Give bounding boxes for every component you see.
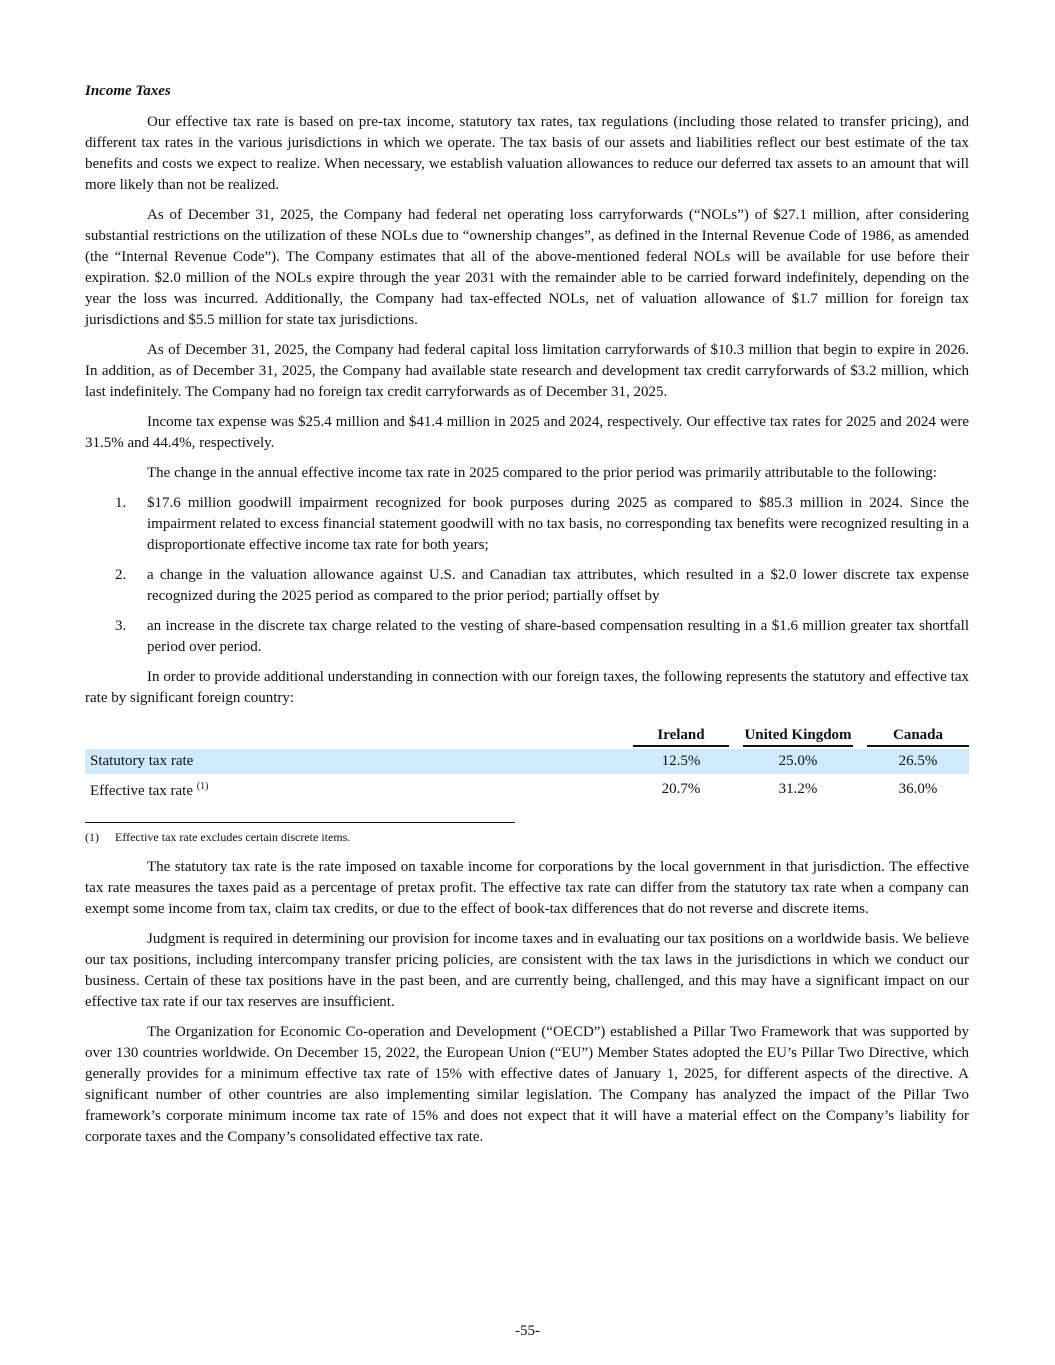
table-row: [85, 774, 969, 804]
column-header-canada: Canada: [867, 727, 969, 749]
paragraph-judgment: Judgment is required in determining our provision for income taxes and in evaluating our tax positions on a worldwide basis. We believe our tax positions, including intercompany transfer pricing policies, are consistent with the tax laws in the jurisdictions in which we conduct our business. Certain of these tax positions have in the past been, and are currently being, challenged, and this may have a significant impact on our effective tax rate if our tax reserves are insufficient.: [85, 931, 969, 1010]
cell-value: 36.0%: [898, 780, 938, 797]
list-item-number: 2.: [115, 567, 127, 583]
paragraph-pillar-two: The Organization for Economic Co-operation and Development (“OECD”) established a Pillar Two Framework that was supported by over 130 countries worldwide. On December 15, 2022, the European Union (“EU”) Member States adopted the EU’s Pillar Two Directive, which generally provides for a minimum effective tax rate of 15% with effective dates of January 1, 2025, for different aspects of the directive. A significant number of other countries are also implementing similar legislation. The Company has analyzed the impact of the Pillar Two framework’s corporate minimum income tax rate of 15% and does not expect that it will have a material effect on the Company’s liability for corporate taxes and the Company’s consolidated effective tax rate.: [85, 1024, 969, 1145]
list-item: [85, 493, 969, 556]
paragraph-income-tax-expense: Income tax expense was $25.4 million and $41.4 million in 2025 and 2024, respectively. Our effective tax rates for 2025 and 2024 were 31.5% and 44.4%, respectively.: [85, 414, 969, 451]
row-label-statutory: Statutory tax rate: [85, 749, 633, 774]
paragraph-statutory-definition: The statutory tax rate is the rate imposed on taxable income for corporations by the local government in that jurisdiction. The effective tax rate measures the taxes paid as a percentage of pretax profit. The effective tax rate can differ from the statutory tax rate when a company can exempt some income from tax, claim tax credits, or due to the effect of book-tax differences that do not reverse and discrete items.: [85, 859, 969, 917]
list-item: [85, 565, 969, 607]
table-row: [85, 749, 969, 774]
cell-value: 12.5%: [633, 749, 729, 774]
cell-value: 25.0%: [743, 749, 853, 774]
paragraph-nol-carryforwards: As of December 31, 2025, the Company had federal net operating loss carryforwards (“NOLs”) of $27.1 million, after considering substantial restrictions on the utilization of these NOLs due to “ownership changes”, as defined in the Internal Revenue Code of 1986, as amended (the “Internal Revenue Code”). The Company estimates that all of the above-mentioned federal NOLs will be available for use before their expiration. $2.0 million of the NOLs expire through the year 2031 with the remainder able to be carried forward indefinitely, depending on the year the loss was incurred. Additionally, the Company had tax-effected NOLs, net of valuation allowance of $1.7 million for foreign tax jurisdictions and $5.5 million for state tax jurisdictions.: [85, 207, 969, 328]
list-item-number: 1.: [115, 495, 127, 511]
list-item: [85, 616, 969, 658]
row-label-effective: Effective tax rate $^{(1)}$: [90, 781, 209, 799]
attribution-list: [85, 493, 969, 658]
foreign-tax-rate-table: [85, 727, 969, 804]
list-item-text: a change in the valuation allowance against U.S. and Canadian tax attributes, which resulted in a $2.0 lower discrete tax expense recognized during the 2025 period as compared to the prior period; partially offset by: [147, 567, 969, 604]
list-item-text: an increase in the discrete tax charge related to the vesting of share-based compensation resulting in a $1.6 million greater tax shortfall period over period.: [147, 618, 969, 655]
list-item-text: $17.6 million goodwill impairment recognized for book purposes during 2025 as compared to $85.3 million in 2024. Since the impairment related to excess financial statement goodwill with no tax basis, no corresponding tax benefits were recognized resulting in a disproportionate effective income tax rate for both years;: [147, 495, 969, 553]
table-header-blank: [85, 727, 633, 749]
footnote: [85, 829, 969, 845]
cell-value: 26.5%: [867, 749, 969, 774]
section-heading: Income Taxes: [85, 83, 171, 99]
paragraph-effective-tax-basis: Our effective tax rate is based on pre-tax income, statutory tax rates, tax regulations (including those related to transfer pricing), and different tax rates in the various jurisdictions in which we operate. The tax basis of our assets and liabilities reflect our best estimate of the tax benefits and costs we expect to realize. When necessary, we establish valuation allowances to reduce our deferred tax assets to an amount that will more likely than not be realized.: [85, 114, 969, 193]
cell-value: 31.2%: [778, 780, 818, 797]
page-content: [85, 81, 969, 1157]
table-header-row: [85, 727, 969, 749]
column-header-ireland: Ireland: [633, 727, 729, 749]
list-item-number: 3.: [115, 618, 127, 634]
paragraph-rate-change-intro: The change in the annual effective income tax rate in 2025 compared to the prior period was primarily attributable to the following:: [147, 465, 937, 481]
paragraph-table-intro: In order to provide additional understanding in connection with our foreign taxes, the following represents the statutory and effective tax rate by significant foreign country:: [85, 669, 969, 706]
footnote-divider: [85, 822, 515, 823]
cell-value: 20.7%: [661, 780, 701, 797]
page-number: -55-: [515, 1323, 540, 1339]
paragraph-capital-loss: As of December 31, 2025, the Company had federal capital loss limitation carryforwards of $10.3 million that begin to expire in 2026. In addition, as of December 31, 2025, the Company had available state research and development tax credit carryforwards of $3.2 million, which last indefinitely. The Company had no foreign tax credit carryforwards as of December 31, 2025.: [85, 342, 969, 400]
column-header-united-kingdom: United Kingdom: [743, 727, 853, 749]
footnote-text: Effective tax rate excludes certain discrete items.: [115, 830, 351, 844]
footnote-mark: (1): [85, 830, 99, 844]
footnote-reference: (1): [196, 781, 209, 792]
